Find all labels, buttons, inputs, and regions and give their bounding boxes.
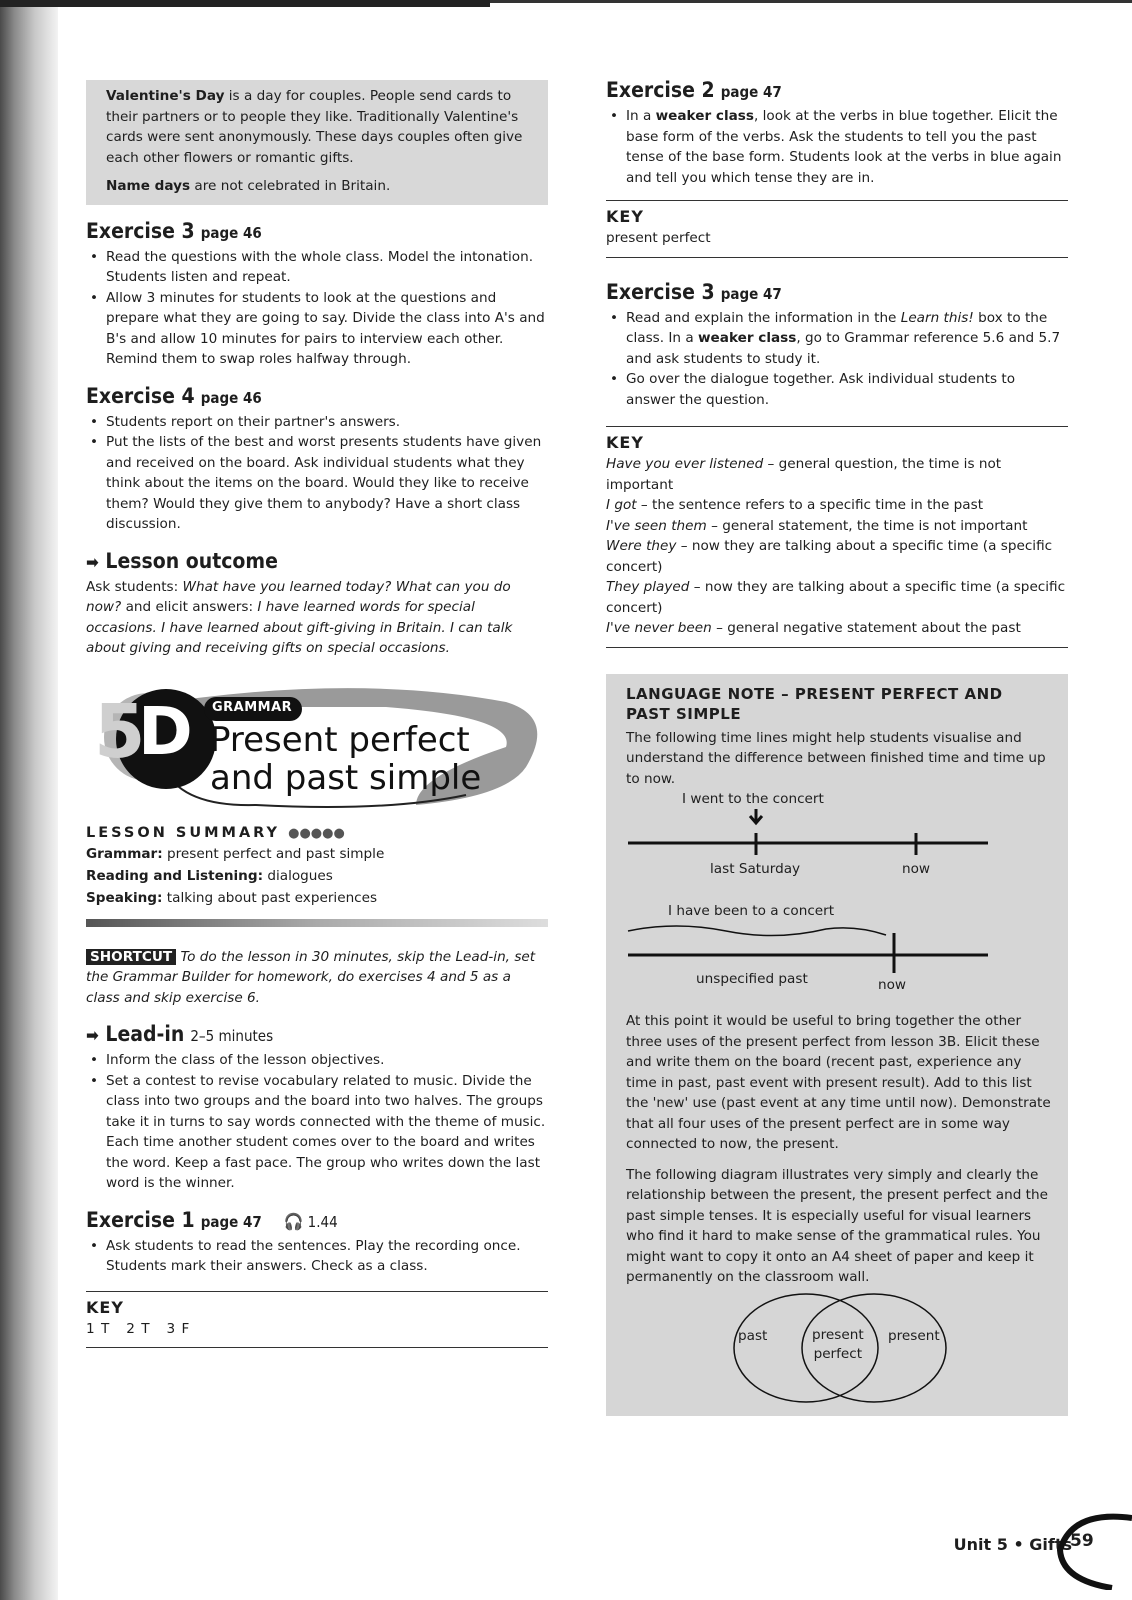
shortcut-badge: SHORTCUT xyxy=(86,949,176,965)
summary-value: dialogues xyxy=(263,867,333,884)
note-text-2: are not celebrated in Britain. xyxy=(190,178,391,194)
list-item: • Put the lists of the best and worst presents students have given and received on the board. Ask individual students what they think about the items on the board. Would they like to receive them? Would they give them to anybody? Have a short class discussion. xyxy=(86,432,548,535)
list-item: • Students report on their partner's answers. xyxy=(86,412,548,433)
lesson-banner xyxy=(86,677,548,817)
lesson-outcome-text xyxy=(86,577,548,659)
timeline-1-label: I went to the concert xyxy=(682,791,824,807)
timeline-2-wave xyxy=(628,926,886,936)
lesson-summary xyxy=(86,825,548,927)
summary-value: present perfect and past simple xyxy=(162,845,385,862)
exercise-1-key xyxy=(86,1291,548,1349)
progress-dots-icon: ●●●●● xyxy=(288,825,345,841)
lesson-title xyxy=(210,721,481,797)
exercise-1-list xyxy=(86,1236,548,1277)
book-spine-shadow xyxy=(0,0,58,1600)
exercise-2-heading xyxy=(606,78,1068,102)
key-explanation: – the sentence refers to a specific time in the past xyxy=(636,497,984,513)
right-column xyxy=(606,78,1068,1416)
timeline-graphic xyxy=(626,789,1052,1007)
top-rule-thin xyxy=(490,0,1132,3)
timeline-2-left-label: unspecified past xyxy=(696,971,808,987)
summary-label: Grammar: xyxy=(86,845,163,862)
arrow-right-icon: ➡ xyxy=(86,552,99,573)
footer-unit: Unit 5 • Gifts xyxy=(953,1535,1072,1554)
venn-overlap-label xyxy=(812,1326,864,1364)
text-span: , go to Grammar reference 5.6 and 5.7 and ask students to study it. xyxy=(626,330,1061,367)
note-bold-2: Name days xyxy=(106,178,191,194)
page-number: 59 xyxy=(1070,1531,1094,1551)
timeline-2-right-label: now xyxy=(878,977,907,993)
venn-present-label: present xyxy=(888,1327,940,1344)
text-span: What have you learned today? What can you do now? xyxy=(86,578,511,615)
venn-past-label: past xyxy=(738,1327,768,1344)
list-item: • Ask students to read the sentences. Play the recording once. Students mark their answers. Check as a class. xyxy=(86,1236,548,1277)
lead-in-heading xyxy=(86,1022,548,1046)
arrow-right-icon: ➡ xyxy=(86,1026,99,1046)
key-phrase: I've seen them xyxy=(606,517,707,534)
left-column xyxy=(86,80,548,1348)
exercise-3-list xyxy=(606,308,1068,411)
key-phrase: Were they xyxy=(606,538,677,554)
key-answers: 1 T 2 T 3 F xyxy=(86,1320,191,1337)
key-answers: present perfect xyxy=(606,230,711,246)
text-span: Read and explain the information in the xyxy=(626,309,901,326)
lesson-letter: D xyxy=(138,692,193,770)
language-note-box xyxy=(606,674,1068,1416)
page-ref: page 46 xyxy=(200,388,262,407)
venn-diagram xyxy=(626,1292,1052,1406)
exercise-title: Exercise 3 xyxy=(86,218,195,243)
down-arrow-icon xyxy=(750,809,762,823)
top-rule xyxy=(0,0,490,7)
venn-label-line: perfect xyxy=(813,1345,863,1362)
shortcut-body: To do the lesson in 30 minutes, skip the Lead-in, set the Grammar Builder for homework, do exercises 4 and 5 as a class and skip exercise 6. xyxy=(86,948,536,1006)
timeline-1-right-label: now xyxy=(902,861,931,877)
list-item: • Read the questions with the whole class. Model the intonation. Students listen and repeat. xyxy=(86,247,548,288)
title-line: Present perfect xyxy=(210,719,470,760)
timeline-1-left-label: last Saturday xyxy=(710,861,801,877)
list-item xyxy=(606,106,1068,188)
page-ref: page 47 xyxy=(720,83,782,101)
culture-note-box xyxy=(86,80,548,205)
list-item: • Inform the class of the lesson objectives. xyxy=(86,1050,548,1071)
text-span: Learn this! xyxy=(900,309,974,326)
lead-in-list xyxy=(86,1050,548,1194)
key-phrase: I've never been xyxy=(606,620,712,636)
language-note-title: LANGUAGE NOTE – PRESENT PERFECT AND PAST SIMPLE xyxy=(626,684,1003,723)
key-phrase: Have you ever listened xyxy=(606,456,764,472)
text-span: weaker class xyxy=(698,330,797,346)
section-title: Lead-in xyxy=(105,1022,185,1046)
timeline-2-label: I have been to a concert xyxy=(668,903,835,919)
lesson-outcome-heading xyxy=(86,549,548,573)
note-text-1: is a day for couples. People send cards to their partners or to people they like. Traditionally Valentine's cards were sent anonymously. These days couples often give each other flowers or romantic gifts. xyxy=(106,88,523,166)
page-ref: page 47 xyxy=(720,284,782,303)
summary-label: Reading and Listening: xyxy=(86,867,264,884)
text-span: and elicit answers: xyxy=(121,599,258,615)
note-bold-1: Valentine's Day xyxy=(106,88,225,104)
lesson-number: 5 xyxy=(94,688,146,775)
key-explanation: – general negative statement about the past xyxy=(711,620,1021,636)
key-phrase: They played xyxy=(606,579,690,595)
text-span: , look at the verbs in blue together. Elicit the base form of the verbs. Ask the students to tell you the past tense of the base form. Students look at the verbs in blue again and tell you which tense they are in. xyxy=(626,108,1062,186)
exercise-4-heading xyxy=(86,384,548,408)
exercise-4-list xyxy=(86,412,548,535)
exercise-3-heading xyxy=(606,280,1068,304)
exercise-1-heading xyxy=(86,1208,548,1232)
list-item xyxy=(606,308,1068,370)
language-note-paragraph: At this point it would be useful to bring together the other three uses of the present perfect from lesson 3B. Elicit these and write them on the board (recent past, experience any time in past, past event with present result). Add to this list the 'new' use (past event at any time until now). Demonstrate that all four uses of the present perfect are in some way connected to now, the present. xyxy=(626,1013,1051,1152)
key-explanation: – general question, the time is not important xyxy=(606,456,1002,493)
grammar-tag: GRAMMAR xyxy=(212,699,293,715)
list-item: • Set a contest to revise vocabulary related to music. Divide the class into two groups and the board into two halves. The groups take it in turns to say words connected with the theme of music. Each time another student comes over to the board and writes the word. Keep a fast pace. The group who writes down the last word is the winner. xyxy=(86,1071,548,1194)
key-label: KEY xyxy=(606,207,644,226)
key-explanation: – general statement, the time is not important xyxy=(706,517,1028,534)
exercise-title: Exercise 1 xyxy=(86,1207,195,1232)
text-span: I have learned words for special occasions. I have learned about gift-giving in Britain. I can talk about giving and receiving gifts on special occasions. xyxy=(86,599,513,656)
text-span: Ask students: xyxy=(86,578,183,595)
exercise-2-key xyxy=(606,200,1068,258)
text-span: weaker class xyxy=(655,108,754,124)
summary-title xyxy=(86,825,548,841)
shortcut-text xyxy=(86,947,548,1009)
page-ref: page 47 xyxy=(200,1212,262,1231)
summary-heading: LESSON SUMMARY xyxy=(86,824,281,841)
summary-label: Speaking: xyxy=(86,889,163,906)
exercise-title: Exercise 3 xyxy=(606,279,715,304)
time-range: 2–5 minutes xyxy=(190,1027,274,1045)
key-phrase: I got xyxy=(606,497,637,513)
key-explanation: – now they are talking about a specific time (a specific concert) xyxy=(606,579,1066,616)
text-span: In a xyxy=(626,108,656,124)
headphones-icon: 🎧 xyxy=(283,1211,304,1231)
exercise-3-heading xyxy=(86,219,548,243)
list-item: • Allow 3 minutes for students to look at the questions and prepare what they are going to say. Divide the class into A's and B's and allow 10 minutes for pairs to interview each other. Remind them to swap roles halfway through. xyxy=(86,288,548,370)
language-note-paragraph: The following diagram illustrates very simply and clearly the relationship between the present, the present perfect and the past simple tenses. It is especially useful for visual learners who find it hard to make sense of the grammatical rules. You might want to copy it onto an A4 sheet of paper and keep it permanently on the classroom wall. xyxy=(626,1166,1048,1285)
exercise-title: Exercise 4 xyxy=(86,383,195,408)
exercise-title: Exercise 2 xyxy=(606,78,715,102)
key-label: KEY xyxy=(606,433,644,452)
page-ref: page 46 xyxy=(200,223,262,242)
language-note-intro: The following time lines might help students visualise and understand the difference between finished time and time up to now. xyxy=(626,729,1046,787)
audio-track: 1.44 xyxy=(307,1212,338,1231)
text-span: box to the class. In a xyxy=(626,309,1048,346)
exercise-3-key xyxy=(606,426,1068,648)
exercise-3-list xyxy=(86,247,548,370)
key-label: KEY xyxy=(86,1297,124,1317)
timelines xyxy=(626,789,1052,1007)
venn-label-line: present xyxy=(812,1326,864,1343)
section-title: Lesson outcome xyxy=(105,548,278,573)
list-item: • Go over the dialogue together. Ask individual students to answer the question. xyxy=(606,369,1068,410)
title-line: and past simple xyxy=(210,757,482,798)
exercise-2-list xyxy=(606,106,1068,188)
key-explanation: – now they are talking about a specific time (a specific concert) xyxy=(606,538,1053,575)
summary-divider xyxy=(86,919,548,927)
summary-value: talking about past experiences xyxy=(162,889,378,906)
